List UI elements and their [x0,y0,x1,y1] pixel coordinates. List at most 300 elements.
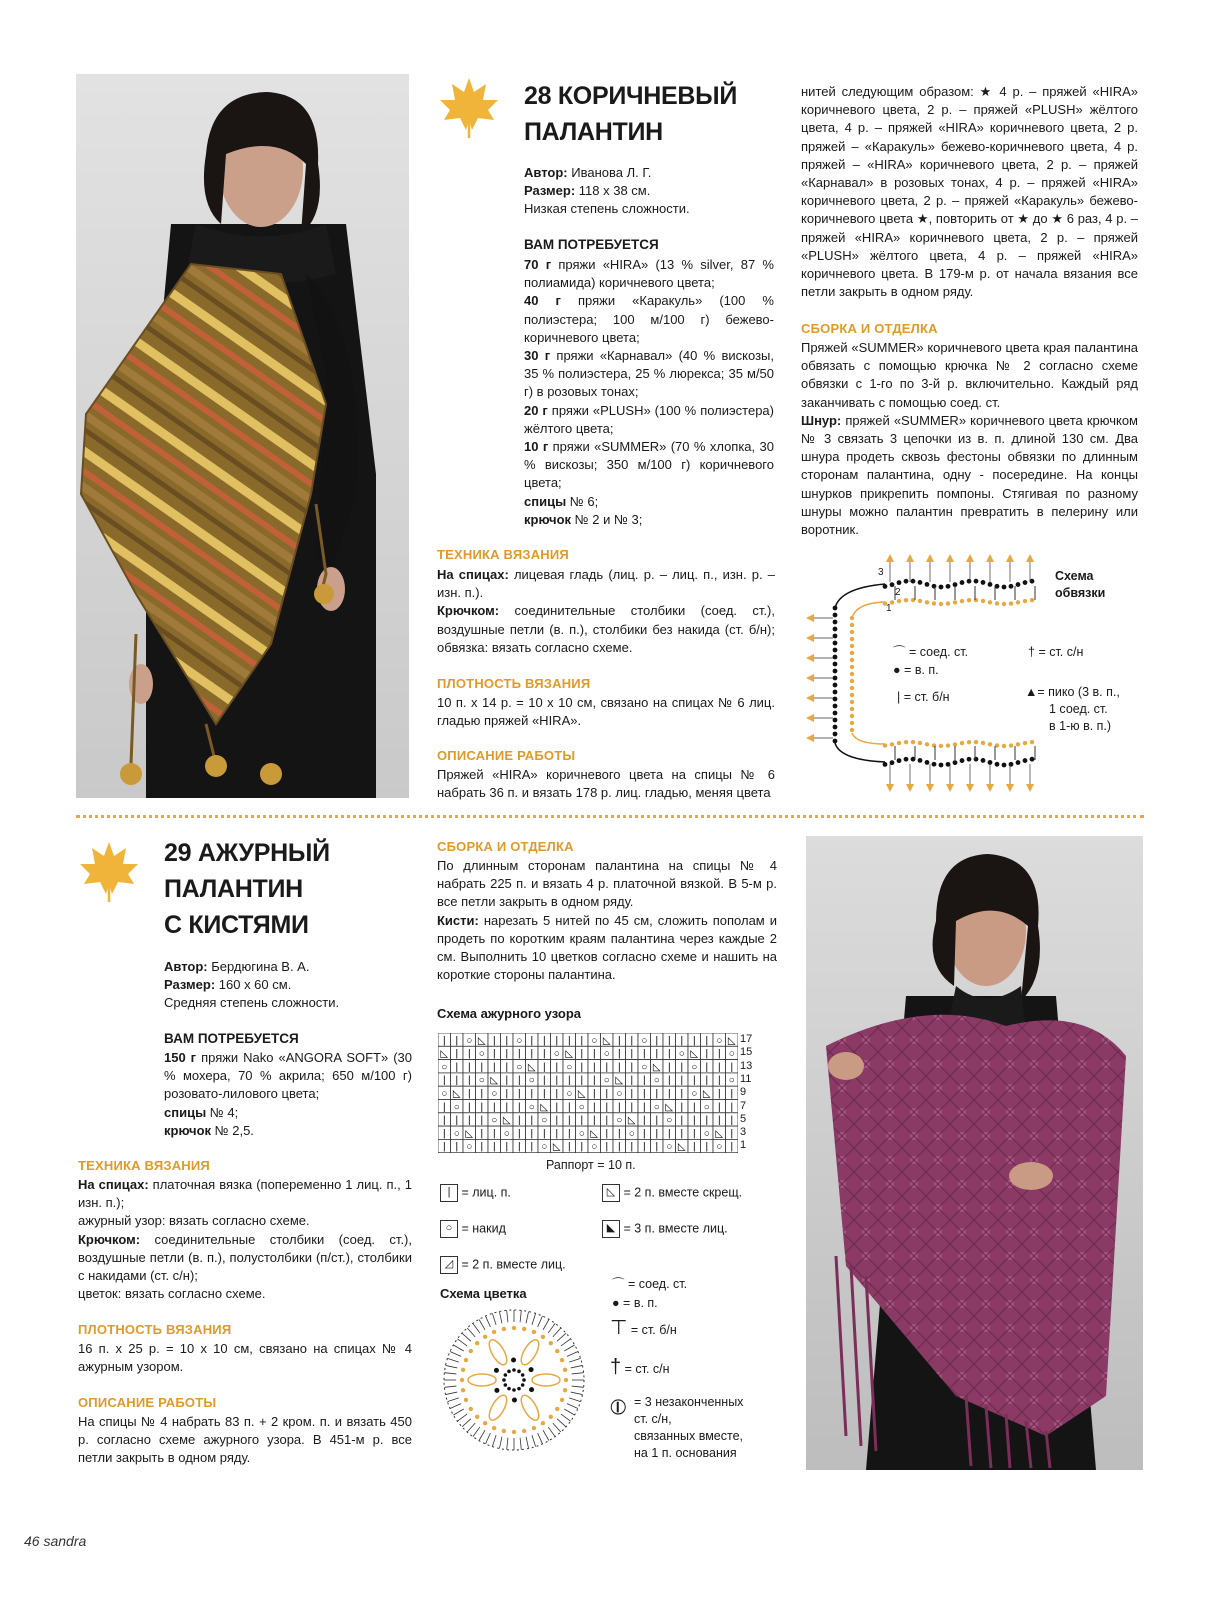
chain-stitch [995,601,999,605]
chart-cell-symbol: | [667,1035,671,1047]
chain-stitch [967,740,971,744]
dc-stitch [572,1386,584,1387]
picot [806,674,814,682]
chart-cell-symbol: | [455,1141,459,1153]
p29-assembly-heading: СБОРКА И ОТДЕЛКА [437,839,574,854]
chart-cell-symbol: | [580,1035,584,1047]
chain-stitch [517,1387,521,1391]
dc-stitch [450,1352,461,1357]
dc-stitch [457,1339,467,1346]
chart-cell-symbol: ○ [478,1075,485,1087]
p29-materials: 150 г пряжи Nako «ANGORA SOFT» (30 % мохера, 70 % акрила; 650 м/100 г) розовато-лилового цвета; спицы № 4; крючок № 2,5. [164,1050,412,1138]
chart-cell-symbol: | [605,1128,609,1140]
cluster-icon: ⦶ [610,1394,626,1419]
p28-assembly-heading: СБОРКА И ОТДЕЛКА [801,321,938,336]
legend-yo: ○ = накид [440,1220,506,1238]
chain-stitch [512,1388,516,1392]
edging-label-3: 3 [878,567,884,578]
chain-stitch [974,740,978,744]
chart-cell-symbol: ○ [653,1101,660,1113]
chain-stitch [946,743,950,747]
chart-cell-symbol: | [567,1115,571,1127]
yarn-over-icon: ○ [440,1220,458,1238]
chain-stitch [469,1407,473,1411]
page-footer [24,1533,86,1549]
chain-stitch [464,1398,468,1402]
chart-cell-symbol: | [680,1061,684,1073]
chart-cell-symbol: ○ [728,1075,735,1087]
chart-cell-symbol: | [480,1128,484,1140]
chain-stitch [974,598,978,602]
chart-cell-symbol: | [680,1115,684,1127]
chain-stitch [532,1426,536,1430]
slip-stitch-icon: ⌒ [893,645,906,659]
chart-cell-symbol: ○ [541,1115,548,1127]
dc-stitch [499,1437,501,1449]
chart-cell-symbol: ◺ [527,1061,536,1073]
chain-stitch [850,658,854,662]
dc-stitch [467,1328,475,1337]
chain-stitch [492,1426,496,1430]
chain-arc [835,584,885,608]
chart-cell-symbol: | [442,1115,446,1127]
chain-stitch [1030,757,1035,762]
chain-stitch [981,758,986,763]
chart-cell-symbol: | [555,1101,559,1113]
chart-cell-symbol: | [692,1141,696,1153]
chart-cell-symbol: ○ [453,1101,460,1113]
title-29-line3: С КИСТЯМИ [164,911,309,939]
chart-cell-symbol: ○ [716,1141,723,1153]
chart-cell-symbol: | [692,1075,696,1087]
chain-stitch [967,579,972,584]
chart-cell-symbol: | [505,1141,509,1153]
chart-cell-symbol: | [630,1035,634,1047]
p28-need-heading: ВАМ ПОТРЕБУЕТСЯ [524,237,659,252]
chain-stitch [1023,580,1028,585]
chart-cell-symbol: | [555,1075,559,1087]
chart-cell-symbol: | [642,1115,646,1127]
chart-cell-symbol: | [717,1061,721,1073]
chain-stitch [833,718,838,723]
chain-stitch [511,1358,516,1363]
chart-cell-symbol: | [480,1141,484,1153]
chain-stitch [541,1335,545,1339]
chain-stitch [475,1341,479,1345]
chain-stitch [833,676,838,681]
chart-cell-symbol: | [567,1075,571,1087]
dc-stitch [532,1435,536,1446]
chart-cell-symbol: | [505,1088,509,1100]
chain-stitch [932,584,937,589]
chart-cell-symbol: ◺ [652,1061,661,1073]
chain-stitch [850,721,854,725]
chain-stitch [1009,762,1014,767]
chain-icon: ● [893,663,901,677]
dc-stitch [561,1414,571,1421]
chart-cell-symbol: ○ [591,1141,598,1153]
chain-stitch [932,743,936,747]
chart-cell-symbol: ○ [528,1075,535,1087]
petal [532,1374,560,1386]
chain-stitch [833,641,838,646]
p28-desc: Пряжей «HIRA» коричневого цвета на спицы № 6 набрать 36 п. и вязать 178 р. лиц. гладью, меняя цвета [437,767,775,801]
chart-cell-symbol: | [555,1061,559,1073]
chart-cell-symbol: | [467,1061,471,1073]
chain-stitch [850,644,854,648]
chart-cell-symbol: | [705,1048,709,1060]
p28-density-heading: ПЛОТНОСТЬ ВЯЗАНИЯ [437,676,591,691]
chain-stitch [897,758,902,763]
chain-stitch [918,758,923,763]
k3tog-icon: ◣ [602,1220,620,1238]
chain-stitch [1016,760,1021,765]
chart-cell-symbol: | [492,1101,496,1113]
chain-stitch [833,725,838,730]
picot [1026,554,1034,562]
chain-stitch [563,1368,567,1372]
chart-cell-symbol: | [505,1101,509,1113]
chart-cell-symbol: | [655,1035,659,1047]
chart-cell-symbol: | [467,1075,471,1087]
dc-stitch [571,1392,583,1394]
picot [886,784,894,792]
chain-stitch [1023,599,1027,603]
dc-stitch [543,1319,549,1329]
chart-cell-symbol: | [580,1048,584,1060]
flower-chart-title: Схема цветка [440,1286,527,1301]
chart-cell-symbol: ○ [578,1128,585,1140]
chain-stitch [939,763,944,768]
chart-cell-symbol: | [692,1115,696,1127]
chart-cell-symbol: ◺ [727,1035,736,1047]
dc-stitch [467,1423,475,1432]
petal [486,1337,510,1367]
chain-stitch [883,762,888,767]
chart-cell-symbol: ○ [603,1075,610,1087]
chain-stitch [890,582,895,587]
chain-stitch [1002,585,1007,590]
chart-cell-symbol: ◺ [590,1128,599,1140]
chain-stitch [833,732,838,737]
chart-cell-symbol: | [492,1128,496,1140]
chart-cell-symbol: | [717,1075,721,1087]
chart-cell-symbol: | [542,1061,546,1073]
chain-arc [852,602,885,618]
picot [886,554,894,562]
chart-cell-symbol: | [642,1128,646,1140]
photo-brown-wrap [76,74,409,798]
chart-cell-symbol: | [542,1128,546,1140]
chart-cell-symbol: ○ [591,1035,598,1047]
chain-stitch [521,1383,525,1387]
dc-stitch [444,1386,456,1387]
chart-cell-symbol: | [455,1061,459,1073]
chain-stitch [833,711,838,716]
chain-stitch [960,758,965,763]
chain-stitch [502,1378,506,1382]
chain-stitch [939,744,943,748]
chain-stitch [541,1421,545,1425]
chart-cell-symbol: | [692,1128,696,1140]
chart-cell-symbol: ○ [516,1061,523,1073]
chain-stitch [988,582,993,587]
dc-icon: † [610,1356,622,1378]
legend-dc: † = ст. с/н [1028,645,1084,659]
dc-stitch [492,1313,496,1324]
dc-stitch [446,1392,458,1394]
chain-stitch [918,599,922,603]
chart-row-label: 5 [740,1112,747,1125]
picot [986,554,994,562]
chart-cell-symbol: | [630,1048,634,1060]
chart-cell-symbol: | [530,1088,534,1100]
chart-cell-symbol: ○ [603,1048,610,1060]
chain-stitch [1016,742,1020,746]
p28-tech: На спицах: лицевая гладь (лиц. р. – лиц. п., изн. р. – изн. п.). Крючком: соединительные столбики (соед. ст.), воздушные петли (в. п.), столбики без накида (ст. б/н); обвязка: вязать согласно схеме. [437,567,775,655]
chart-cell-symbol: | [517,1088,521,1100]
chart-row-label: 17 [740,1033,753,1045]
chart-cell-symbol: | [717,1088,721,1100]
chart-cell-symbol: | [442,1141,446,1153]
chart-cell-symbol: | [730,1061,734,1073]
chain-stitch [461,1388,465,1392]
chart-cell-symbol: | [492,1035,496,1047]
chart-cell-symbol: | [492,1048,496,1060]
chain-stitch [960,580,965,585]
chart-cell-symbol: ○ [553,1048,560,1060]
chart-cell-symbol: | [655,1048,659,1060]
chart-cell-symbol: | [442,1128,446,1140]
outer-ring [444,1310,584,1450]
chart-cell-symbol: | [442,1035,446,1047]
legend-sc: | = ст. б/н [897,690,950,704]
chart-cell-symbol: | [642,1075,646,1087]
chart-cell-symbol: | [530,1115,534,1127]
chart-cell-symbol: | [530,1035,534,1047]
chart-cell-symbol: | [517,1048,521,1060]
chart-row-label: 1 [740,1139,747,1152]
chart-cell-symbol: | [580,1115,584,1127]
chain-stitch [953,742,957,746]
chart-cell-symbol: | [730,1115,734,1127]
chart-cell-symbol: | [630,1088,634,1100]
chain-stitch [560,1398,564,1402]
chain-stitch [897,741,901,745]
chain-stitch [549,1341,553,1345]
chart-cell-symbol: | [492,1061,496,1073]
picot [966,554,974,562]
chart-cell-symbol: | [492,1141,496,1153]
p29-density: 16 п. х 25 р. = 10 х 10 см, связано на спицах № 4 ажурным узором. [78,1341,412,1375]
chart-cell-symbol: | [480,1115,484,1127]
dc-stitch [453,1345,463,1351]
chain-stitch [1009,601,1013,605]
chain-stitch [532,1330,536,1334]
chain-stitch [974,757,979,762]
chart-cell-symbol: | [517,1141,521,1153]
chain-stitch [464,1358,468,1362]
chain-stitch [850,672,854,676]
chain-stitch [522,1378,526,1382]
chain-stitch [563,1388,567,1392]
chain-stitch [932,762,937,767]
chart-cell-symbol: | [605,1115,609,1127]
chart-cell-symbol: | [517,1128,521,1140]
chart-cell-symbol: ○ [728,1048,735,1060]
chain-stitch [925,582,930,587]
chain-stitch [560,1358,564,1362]
chain-stitch [1023,741,1027,745]
chart-cell-symbol: | [467,1101,471,1113]
chain-stitch [850,637,854,641]
chart-cell-symbol: | [530,1141,534,1153]
dc-stitch [520,1438,521,1450]
chain-arc [852,733,885,744]
chart-cell-symbol: | [605,1088,609,1100]
title-28-line1: 28 КОРИЧНЕВЫЙ [524,82,737,110]
chart-cell-symbol: ○ [691,1061,698,1073]
chart-cell-symbol: ◺ [615,1075,624,1087]
chart-cell-symbol: ◺ [577,1088,586,1100]
chart-row-label: 3 [740,1126,747,1139]
chart-cell-symbol: | [442,1075,446,1087]
picot-icon: ▲ [1025,685,1038,699]
chart-cell-symbol: | [467,1115,471,1127]
edging-label-1: 1 [886,603,892,614]
chart-cell-symbol: ◺ [502,1115,511,1127]
chain-stitch [850,693,854,697]
chart-cell-symbol: | [455,1048,459,1060]
chain-stitch [850,700,854,704]
p28-continued: нитей следующим образом: ★ 4 р. – пряжей «HIRA» коричневого цвета, 2 р. – пряжей «PLUSH» жёлтого цвета, 4 р. – пряжей «HIRA» коричневого цвета, 2 р. пряжей – «Каракуль» бежево-коричневого цвета, 4 р. пряжей – «HIRA» коричневого цвета, 2 р. – пряжей «Карнавал» в розовых тонах, 4 р. – пряжей «HIRA» коричневого цвета, 2 р. – пряжей «Каракуль» бежево-коричневого цвета ★, повторить от ★ до ★ 6 раз, 4 р. – пряжей «HIRA» коричневого цвета, 2 р. – пряжей «PLUSH» жёлтого цвета, 4 р. – пряжей «HIRA» коричневого цвета. В 179-м р. от начала вязания все петли закрыть в одном ряду. [801,84,1138,300]
chain-stitch [960,741,964,745]
chart-cell-symbol: ○ [616,1088,623,1100]
chart-cell-symbol: | [617,1101,621,1113]
dc-stitch [446,1365,458,1367]
dc-stitch [447,1358,458,1362]
chain-stitch [967,598,971,602]
chain-stitch [981,599,985,603]
chart-cell-symbol: | [530,1128,534,1140]
picot [966,784,974,792]
chain-stitch [850,623,854,627]
chain-stitch [507,1387,511,1391]
chart-row-label: 9 [740,1086,747,1099]
chart-cell-symbol: ○ [653,1075,660,1087]
chart-cell-symbol: | [655,1128,659,1140]
chart-cell-symbol: ○ [641,1035,648,1047]
chain-stitch [494,1368,499,1373]
legend-sl: ⌒ = соед. ст. [893,645,969,659]
chain-stitch [1002,744,1006,748]
chain-stitch [549,1415,553,1419]
picot [906,554,914,562]
dc-stitch [538,1433,543,1444]
chart-cell-symbol: ○ [716,1035,723,1047]
legend-k2tog: ◿ = 2 п. вместе лиц. [440,1256,566,1274]
chart-cell-symbol: | [455,1035,459,1047]
chain-stitch [904,740,908,744]
dc-stitch [462,1333,471,1341]
dc-stitch [473,1323,480,1333]
chart-cell-symbol: | [542,1075,546,1087]
chart-cell-symbol: | [717,1101,721,1113]
chart-cell-symbol: | [605,1101,609,1113]
chart-cell-symbol: | [705,1061,709,1073]
chart-cell-symbol: ○ [491,1115,498,1127]
chain-stitch [502,1429,506,1433]
dc-stitch [447,1398,458,1402]
chart-row-label: 15 [740,1046,753,1059]
chart-cell-symbol: | [642,1141,646,1153]
picot [806,694,814,702]
dc-stitch [450,1404,461,1409]
chart-cell-symbol: | [517,1115,521,1127]
chart-cell-symbol: ○ [441,1088,448,1100]
p28-desc-heading: ОПИСАНИЕ РАБОТЫ [437,748,576,763]
magazine-name: sandra [43,1533,87,1549]
chain-stitch [529,1367,534,1372]
dc-stitch [532,1313,536,1324]
dc-stitch [462,1419,471,1427]
dc-stitch [507,1310,508,1322]
dc-stitch [564,1345,574,1351]
legend-k3tog: ◣ = 3 п. вместе лиц. [602,1220,728,1238]
chart-cell-symbol: | [642,1101,646,1113]
dc-stitch [444,1373,456,1374]
chart-cell-symbol: | [617,1141,621,1153]
chain-stitch [833,613,838,618]
chain-stitch [890,742,894,746]
picot [806,734,814,742]
chain-stitch [502,1327,506,1331]
title-29-line1: 29 АЖУРНЫЙ [164,839,330,867]
chart-cell-symbol: ○ [628,1128,635,1140]
chart-row-label: 13 [740,1059,753,1072]
chain-arc [835,743,885,762]
chain-stitch [1016,582,1021,587]
p29-tech-heading: ТЕХНИКА ВЯЗАНИЯ [78,1158,210,1173]
chart-cell-symbol: | [592,1088,596,1100]
chart-cell-symbol: | [655,1141,659,1153]
dc-stitch [553,1423,561,1432]
chart-cell-symbol: | [642,1088,646,1100]
p29-meta: Автор: Бердюгина В. А. Размер: 160 х 60 см. Средняя степень сложности. [164,959,340,1011]
chart-cell-symbol: ◺ [690,1048,699,1060]
chart-cell-symbol: ○ [466,1141,473,1153]
chart-cell-symbol: | [617,1035,621,1047]
chain-stitch [946,584,951,589]
dc-stitch [557,1419,566,1427]
chart-cell-symbol: ○ [566,1061,573,1073]
chart-cell-symbol: | [617,1128,621,1140]
chart-cell-symbol: | [680,1128,684,1140]
chart-cell-symbol: ○ [578,1101,585,1113]
chain-stitch [1030,598,1034,602]
p29-desc-heading: ОПИСАНИЕ РАБОТЫ [78,1395,217,1410]
chain-stitch [564,1378,568,1382]
dc-stitch [473,1427,480,1437]
chart-cell-symbol: | [692,1101,696,1113]
chain-stitch [512,1326,516,1330]
chart-cell-symbol: ◺ [477,1035,486,1047]
chain-stitch [475,1415,479,1419]
dc-stitch [561,1339,571,1346]
chart-cell-symbol: | [680,1101,684,1113]
chart-cell-symbol: | [567,1101,571,1113]
chart-cell-symbol: ◺ [552,1141,561,1153]
